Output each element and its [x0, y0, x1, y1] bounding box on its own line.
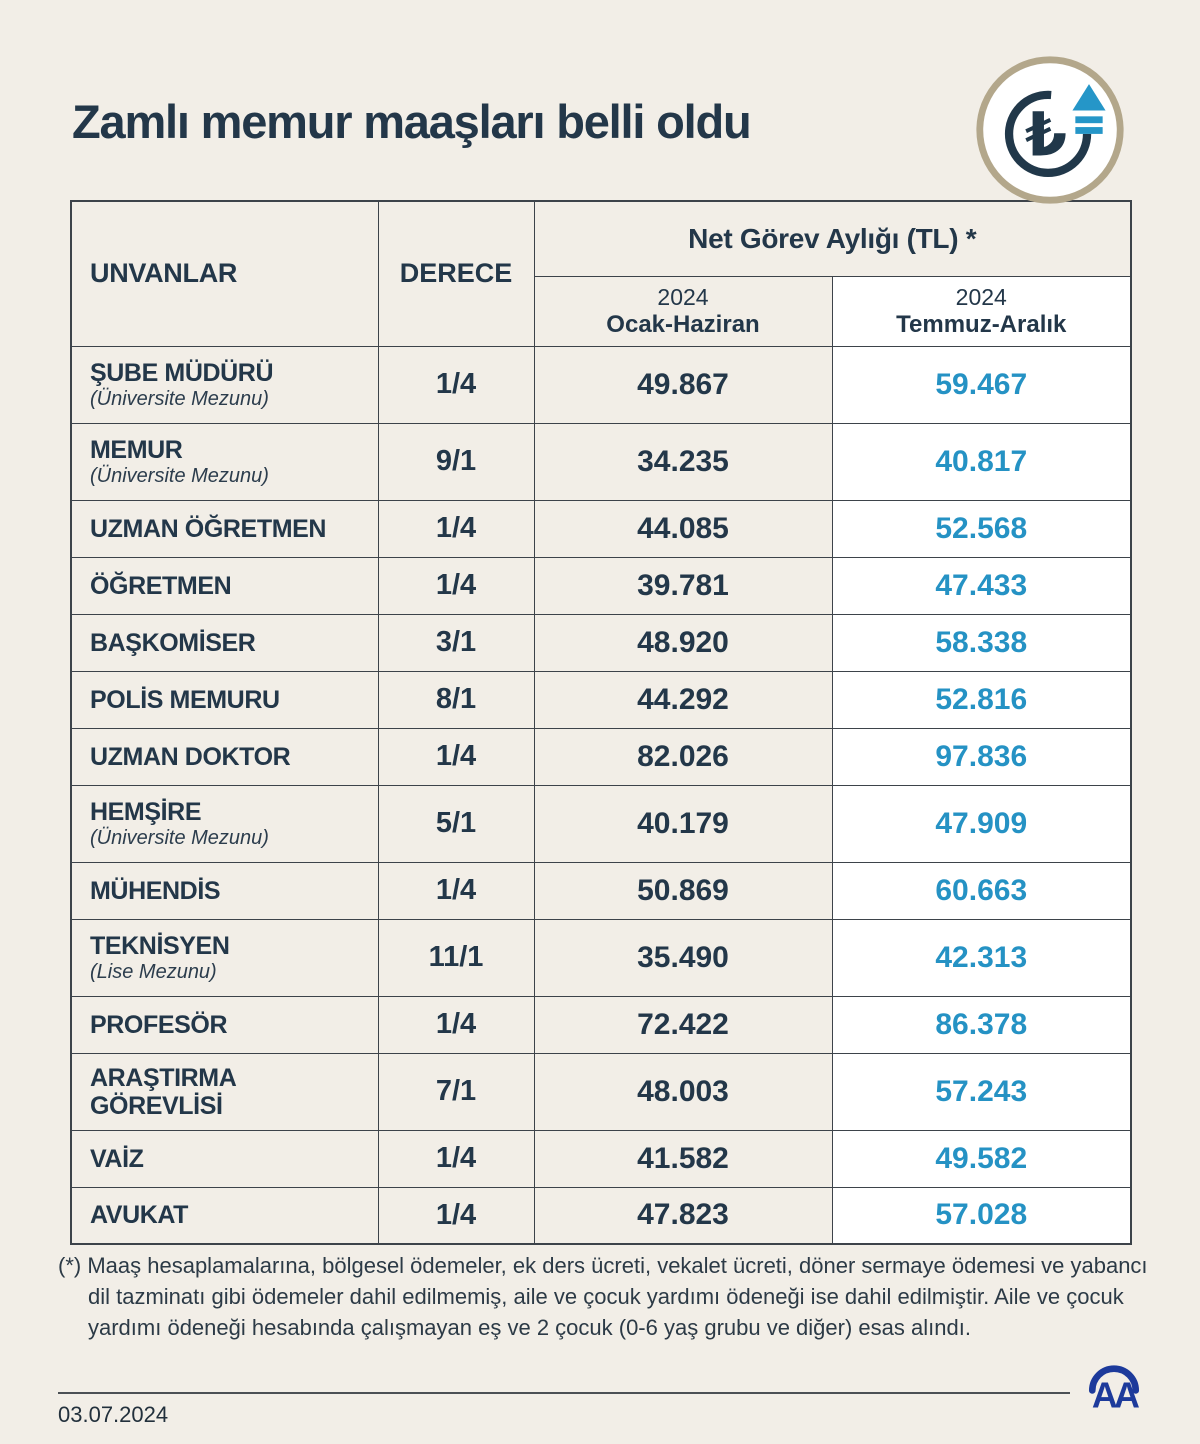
publish-date: 03.07.2024 — [58, 1402, 169, 1427]
period1-year: 2024 — [657, 283, 709, 310]
row-title: HEMŞİRE — [90, 797, 202, 826]
cell-temmuz-aralik: 58.338 — [832, 614, 1131, 671]
table-row — [71, 728, 1131, 785]
cell-temmuz-aralik: 59.467 — [832, 346, 1131, 423]
cell-ocak-haziran: 82.026 — [534, 728, 832, 785]
cell-derece: 1/4 — [378, 1187, 534, 1244]
cell-ocak-haziran: 44.085 — [534, 500, 832, 557]
cell-ocak-haziran: 40.179 — [534, 785, 832, 862]
table-row — [71, 919, 1131, 996]
cell-title — [71, 862, 378, 919]
row-title: BAŞKOMİSER — [90, 628, 256, 657]
row-title: ŞUBE MÜDÜRÜ — [90, 358, 274, 387]
cell-title — [71, 346, 378, 423]
cell-temmuz-aralik: 86.378 — [832, 996, 1131, 1053]
row-title: MÜHENDİS — [90, 876, 221, 905]
period2-label: Temmuz-Aralık — [896, 310, 1067, 338]
table-row — [71, 346, 1131, 423]
cell-derece: 1/4 — [378, 346, 534, 423]
table-row — [71, 500, 1131, 557]
cell-temmuz-aralik: 49.582 — [832, 1130, 1131, 1187]
cell-temmuz-aralik: 60.663 — [832, 862, 1131, 919]
table-row — [71, 785, 1131, 862]
cell-title — [71, 1187, 378, 1244]
cell-temmuz-aralik: 52.568 — [832, 500, 1131, 557]
table-row — [71, 862, 1131, 919]
cell-title — [71, 557, 378, 614]
salary-table — [70, 200, 1132, 1245]
cell-derece: 1/4 — [378, 557, 534, 614]
cell-title — [71, 614, 378, 671]
cell-derece: 1/4 — [378, 1130, 534, 1187]
cell-temmuz-aralik: 40.817 — [832, 423, 1131, 500]
column-header-unvanlar: UNVANLAR — [71, 201, 378, 346]
table-row — [71, 996, 1131, 1053]
row-title: VAİZ — [90, 1144, 144, 1173]
table-row — [71, 614, 1131, 671]
cell-title — [71, 785, 378, 862]
aa-logo-letters: AA — [1091, 1375, 1137, 1412]
row-title: MEMUR — [90, 435, 183, 464]
cell-temmuz-aralik: 57.028 — [832, 1187, 1131, 1244]
cell-ocak-haziran: 47.823 — [534, 1187, 832, 1244]
table-row — [71, 557, 1131, 614]
row-title: UZMAN DOKTOR — [90, 742, 291, 771]
table-row — [71, 423, 1131, 500]
row-title: ÖĞRETMEN — [90, 571, 232, 600]
footer-divider — [58, 1392, 1070, 1394]
cell-temmuz-aralik: 57.243 — [832, 1053, 1131, 1130]
cell-title — [71, 728, 378, 785]
cell-ocak-haziran: 39.781 — [534, 557, 832, 614]
row-subtitle: (Üniversite Mezunu) — [90, 464, 269, 487]
row-subtitle: (Lise Mezunu) — [90, 960, 217, 983]
cell-derece: 1/4 — [378, 728, 534, 785]
table-row — [71, 1187, 1131, 1244]
cell-title — [71, 500, 378, 557]
cell-ocak-haziran: 48.920 — [534, 614, 832, 671]
page-title: Zamlı memur maaşları belli oldu — [72, 95, 751, 148]
cell-title — [71, 671, 378, 728]
row-title: PROFESÖR — [90, 1010, 228, 1039]
row-title: UZMAN ÖĞRETMEN — [90, 514, 327, 543]
column-header-ocak-haziran — [534, 276, 832, 346]
cell-title — [71, 1053, 378, 1130]
table-row — [71, 671, 1131, 728]
row-title: TEKNİSYEN — [90, 931, 230, 960]
cell-derece: 1/4 — [378, 862, 534, 919]
cell-derece: 9/1 — [378, 423, 534, 500]
cell-ocak-haziran: 49.867 — [534, 346, 832, 423]
table-row — [71, 1130, 1131, 1187]
aa-logo — [1080, 1350, 1148, 1412]
lira-symbol: ₺ — [1025, 100, 1068, 171]
lira-rise-icon — [972, 52, 1128, 208]
period2-year: 2024 — [955, 283, 1007, 310]
cell-ocak-haziran: 41.582 — [534, 1130, 832, 1187]
column-header-net-gorev: Net Görev Aylığı (TL) * — [534, 201, 1131, 276]
cell-ocak-haziran: 44.292 — [534, 671, 832, 728]
cell-temmuz-aralik: 42.313 — [832, 919, 1131, 996]
cell-temmuz-aralik: 47.909 — [832, 785, 1131, 862]
table-row — [71, 1053, 1131, 1130]
row-subtitle: (Üniversite Mezunu) — [90, 387, 269, 410]
row-title: POLİS MEMURU — [90, 685, 280, 714]
footnote: (*) Maaş hesaplamalarına, bölgesel ödemeler, ek ders ücreti, vekalet ücreti, döner sermaye ödemesi ve yabancı dil tazminatı gibi ödemeler dahil edilmemiş, aile ve çocuk yardımı ödeneği ise dahil edilmiştir. Aile ve çocuk yardımı ödeneği hesabında çalışmayan eş ve 2 çocuk (0-6 yaş grubu ve diğer) esas alındı. — [58, 1253, 1148, 1340]
column-header-temmuz-aralik — [832, 276, 1131, 346]
cell-derece: 7/1 — [378, 1053, 534, 1130]
cell-temmuz-aralik: 47.433 — [832, 557, 1131, 614]
period1-label: Ocak-Haziran — [606, 310, 760, 338]
column-header-derece: DERECE — [378, 201, 534, 346]
cell-ocak-haziran: 34.235 — [534, 423, 832, 500]
cell-title — [71, 423, 378, 500]
cell-ocak-haziran: 50.869 — [534, 862, 832, 919]
row-subtitle: (Üniversite Mezunu) — [90, 826, 269, 849]
cell-title — [71, 919, 378, 996]
cell-derece: 5/1 — [378, 785, 534, 862]
cell-temmuz-aralik: 97.836 — [832, 728, 1131, 785]
cell-derece: 8/1 — [378, 671, 534, 728]
cell-title — [71, 996, 378, 1053]
cell-ocak-haziran: 72.422 — [534, 996, 832, 1053]
row-title: ARAŞTIRMA GÖREVLİSİ — [90, 1063, 236, 1120]
cell-temmuz-aralik: 52.816 — [832, 671, 1131, 728]
cell-derece: 3/1 — [378, 614, 534, 671]
cell-ocak-haziran: 35.490 — [534, 919, 832, 996]
cell-derece: 11/1 — [378, 919, 534, 996]
row-title: AVUKAT — [90, 1201, 189, 1230]
cell-ocak-haziran: 48.003 — [534, 1053, 832, 1130]
cell-derece: 1/4 — [378, 996, 534, 1053]
cell-title — [71, 1130, 378, 1187]
cell-derece: 1/4 — [378, 500, 534, 557]
